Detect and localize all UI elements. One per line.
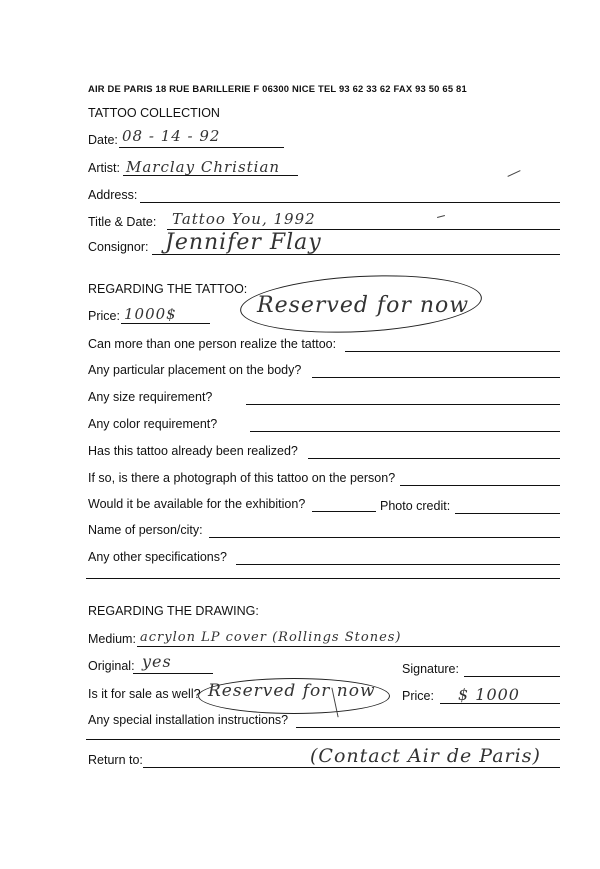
q-other-line-2	[86, 578, 560, 579]
medium-line	[137, 646, 560, 647]
q-person-label: Name of person/city:	[88, 523, 203, 537]
tattoo-price-note: Reserved for now	[257, 293, 470, 318]
q-other-line	[236, 564, 560, 565]
installation-line	[296, 727, 560, 728]
address-label: Address:	[88, 188, 138, 202]
tattoo-price-line	[121, 323, 210, 324]
q-realize-label: Can more than one person realize the tattoo:	[88, 337, 337, 351]
q-photo-label: If so, is there a photograph of this tattoo on the person?	[88, 471, 396, 485]
letterhead: AIR DE PARIS 18 RUE BARILLERIE F 06300 NICE TEL 93 62 33 62 FAX 93 50 65 81	[88, 83, 467, 94]
q-photo-line	[400, 485, 560, 486]
title-date-value[interactable]: Tattoo You, 1992	[172, 210, 316, 228]
date-label: Date:	[88, 133, 118, 147]
q-color-label: Any color requirement?	[88, 417, 218, 431]
drawing-price-label: Price:	[402, 689, 434, 703]
q-realize-line	[345, 351, 560, 352]
drawing-heading: REGARDING THE DRAWING:	[88, 604, 259, 618]
medium-value[interactable]: acrylon LP cover (Rollings Stones)	[140, 630, 402, 645]
sale-label: Is it for sale as well?	[88, 687, 201, 701]
date-value[interactable]: 08 - 14 - 92	[122, 127, 221, 145]
consignor-value[interactable]: Jennifer Flay	[165, 230, 322, 255]
q-exhibition-line	[312, 511, 376, 512]
q-exhibition-label: Would it be available for the exhibition?	[88, 497, 306, 511]
original-line	[133, 673, 213, 674]
photo-credit-line	[455, 513, 560, 514]
q-placement-label: Any particular placement on the body?	[88, 363, 302, 377]
q-other-label: Any other specifications?	[88, 550, 227, 564]
pen-mark	[437, 215, 445, 218]
artist-value[interactable]: Marclay Christian	[126, 158, 281, 176]
q-size-line	[246, 404, 560, 405]
collection-title: TATTOO COLLECTION	[88, 106, 220, 120]
installation-line-2	[86, 739, 560, 740]
signature-line	[464, 676, 560, 677]
return-label: Return to:	[88, 753, 143, 767]
q-person-line	[209, 537, 560, 538]
return-line	[143, 767, 560, 768]
q-realized-label: Has this tattoo already been realized?	[88, 444, 298, 458]
medium-label: Medium:	[88, 632, 136, 646]
q-placement-line	[312, 377, 560, 378]
pen-mark	[507, 170, 520, 177]
original-label: Original:	[88, 659, 135, 673]
original-value[interactable]: yes	[142, 652, 172, 671]
consignor-label: Consignor:	[88, 240, 149, 254]
return-value[interactable]: (Contact Air de Paris)	[310, 745, 541, 767]
sale-value[interactable]: Reserved for now	[208, 681, 376, 701]
installation-label: Any special installation instructions?	[88, 713, 289, 727]
drawing-price-value[interactable]: $ 1000	[458, 685, 520, 704]
artist-label: Artist:	[88, 161, 120, 175]
q-color-line	[250, 431, 560, 432]
signature-label: Signature:	[402, 662, 459, 676]
tattoo-price-value[interactable]: 1000$	[124, 305, 177, 323]
tattoo-price-label: Price:	[88, 309, 120, 323]
title-date-label: Title & Date:	[88, 215, 157, 229]
q-size-label: Any size requirement?	[88, 390, 213, 404]
q-realized-line	[308, 458, 560, 459]
date-line	[119, 147, 284, 148]
address-line	[140, 202, 560, 203]
tattoo-heading: REGARDING THE TATTOO:	[88, 282, 248, 296]
photo-credit-label: Photo credit:	[380, 499, 451, 513]
